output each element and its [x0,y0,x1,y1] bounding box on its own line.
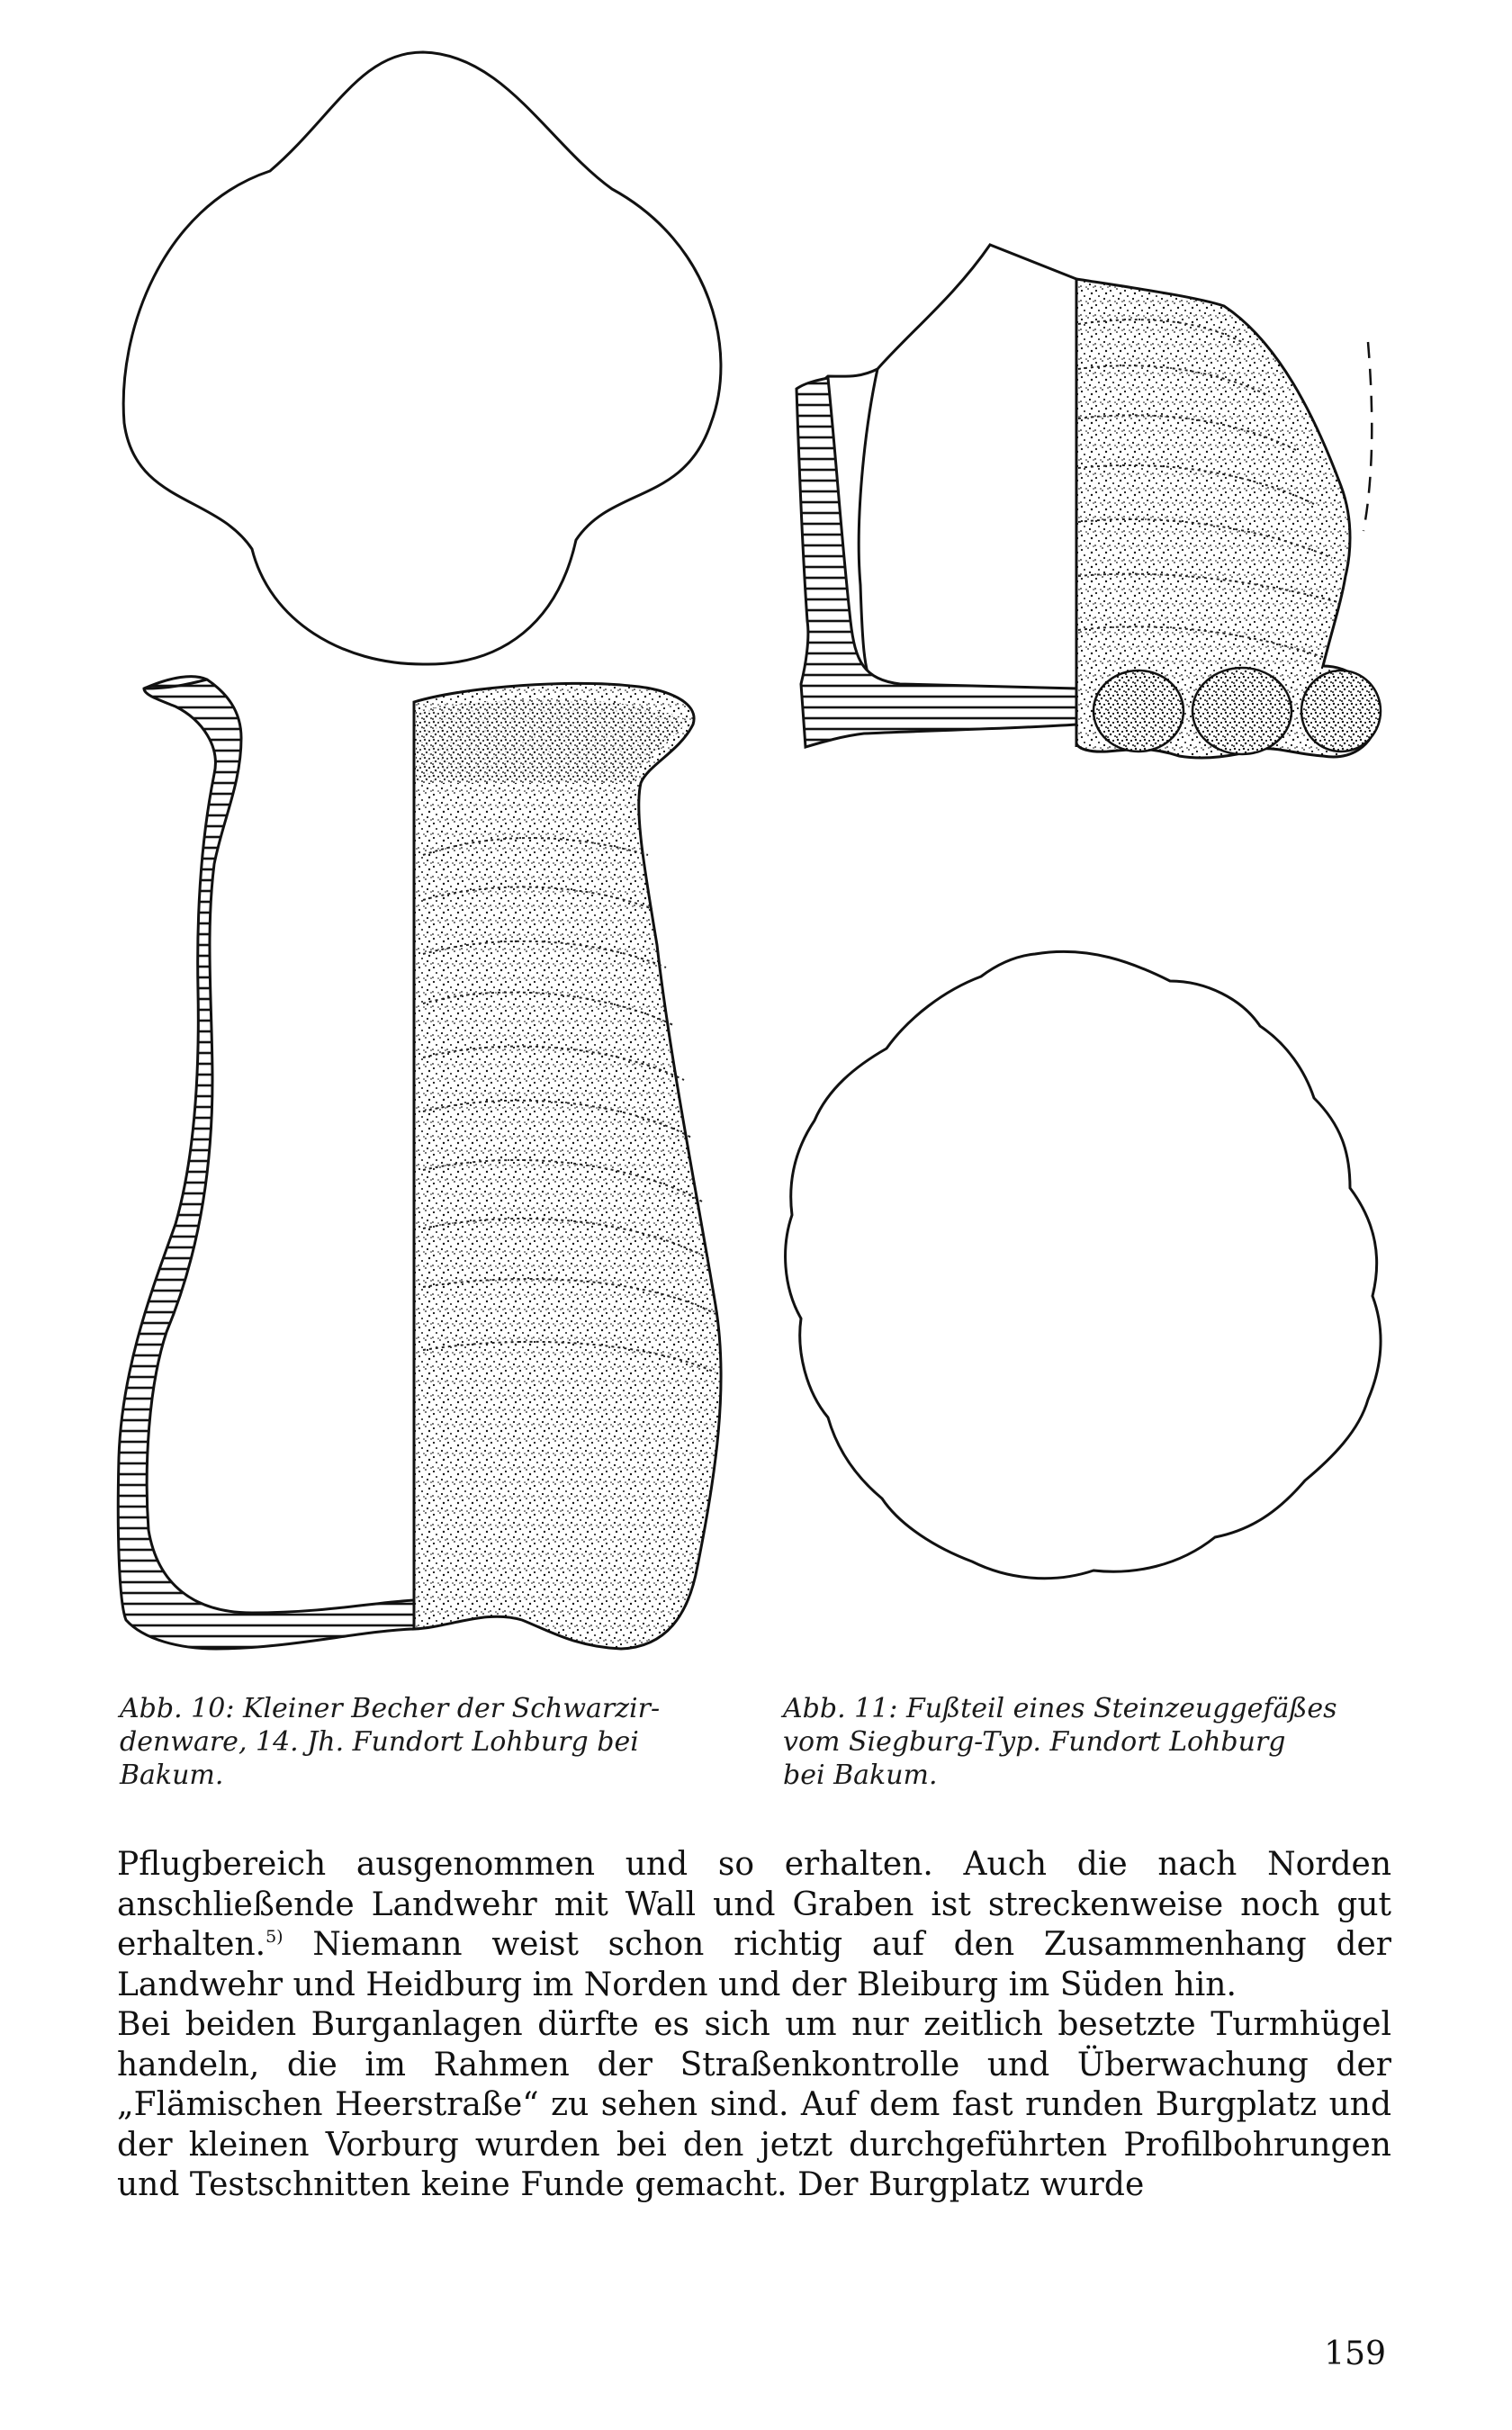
paragraph-1-text-b: Niemann weist schon richtig auf den Zusammenhang der Landwehr und Heidburg im Norden und der Bleiburg im Süden hin. [117,1926,1391,2003]
caption-line: vom Siegburg-Typ. Fundort Lohburg [783,1726,1286,1758]
paragraph-2: Bei beiden Burganlagen dürfte es sich um nur zeitlich besetzte Turmhügel handeln, die im Rahmen der Straßenkontrolle und Überwachung der „Flämischen Heerstraße“ zu sehen sind. Auf dem fast runden Burgplatz und der kleinen Vorburg wurden bei den jetzt durchgeführten Profilbohrungen und Testschnitten keine Funde gemacht. Der Burgplatz wurde [117,2006,1391,2203]
page-number: 159 [1324,2336,1386,2372]
footnote-marker: 5) [266,1927,284,1947]
caption-line: Abb. 11: Fußteil eines Steinzeuggefäßes [783,1693,1337,1724]
caption-line: Abb. 10: Kleiner Becher der Schwarzir- [120,1693,661,1724]
paragraph-1 [117,1845,1391,2005]
paragraph-1-text-a: Pflugbereich ausgenommen und so erhalten. Auch die nach Norden anschließende Landwehr mit Wall und Graben ist streckenweise noch gut erhalten. [117,1846,1391,1963]
caption-line: Bakum. [120,1760,224,1791]
figure-11-caption [783,1692,1391,1792]
stoneware-bottom-view [786,951,1381,1578]
caption-line: bei Bakum. [783,1760,938,1791]
body-text [117,1845,1391,2206]
beaker-profile [118,677,721,1649]
beaker-top-view [123,52,721,664]
caption-line: denware, 14. Jh. Fundort Lohburg bei [120,1726,639,1758]
figure-10-caption [120,1692,723,1792]
stoneware-foot-profile [796,245,1381,758]
